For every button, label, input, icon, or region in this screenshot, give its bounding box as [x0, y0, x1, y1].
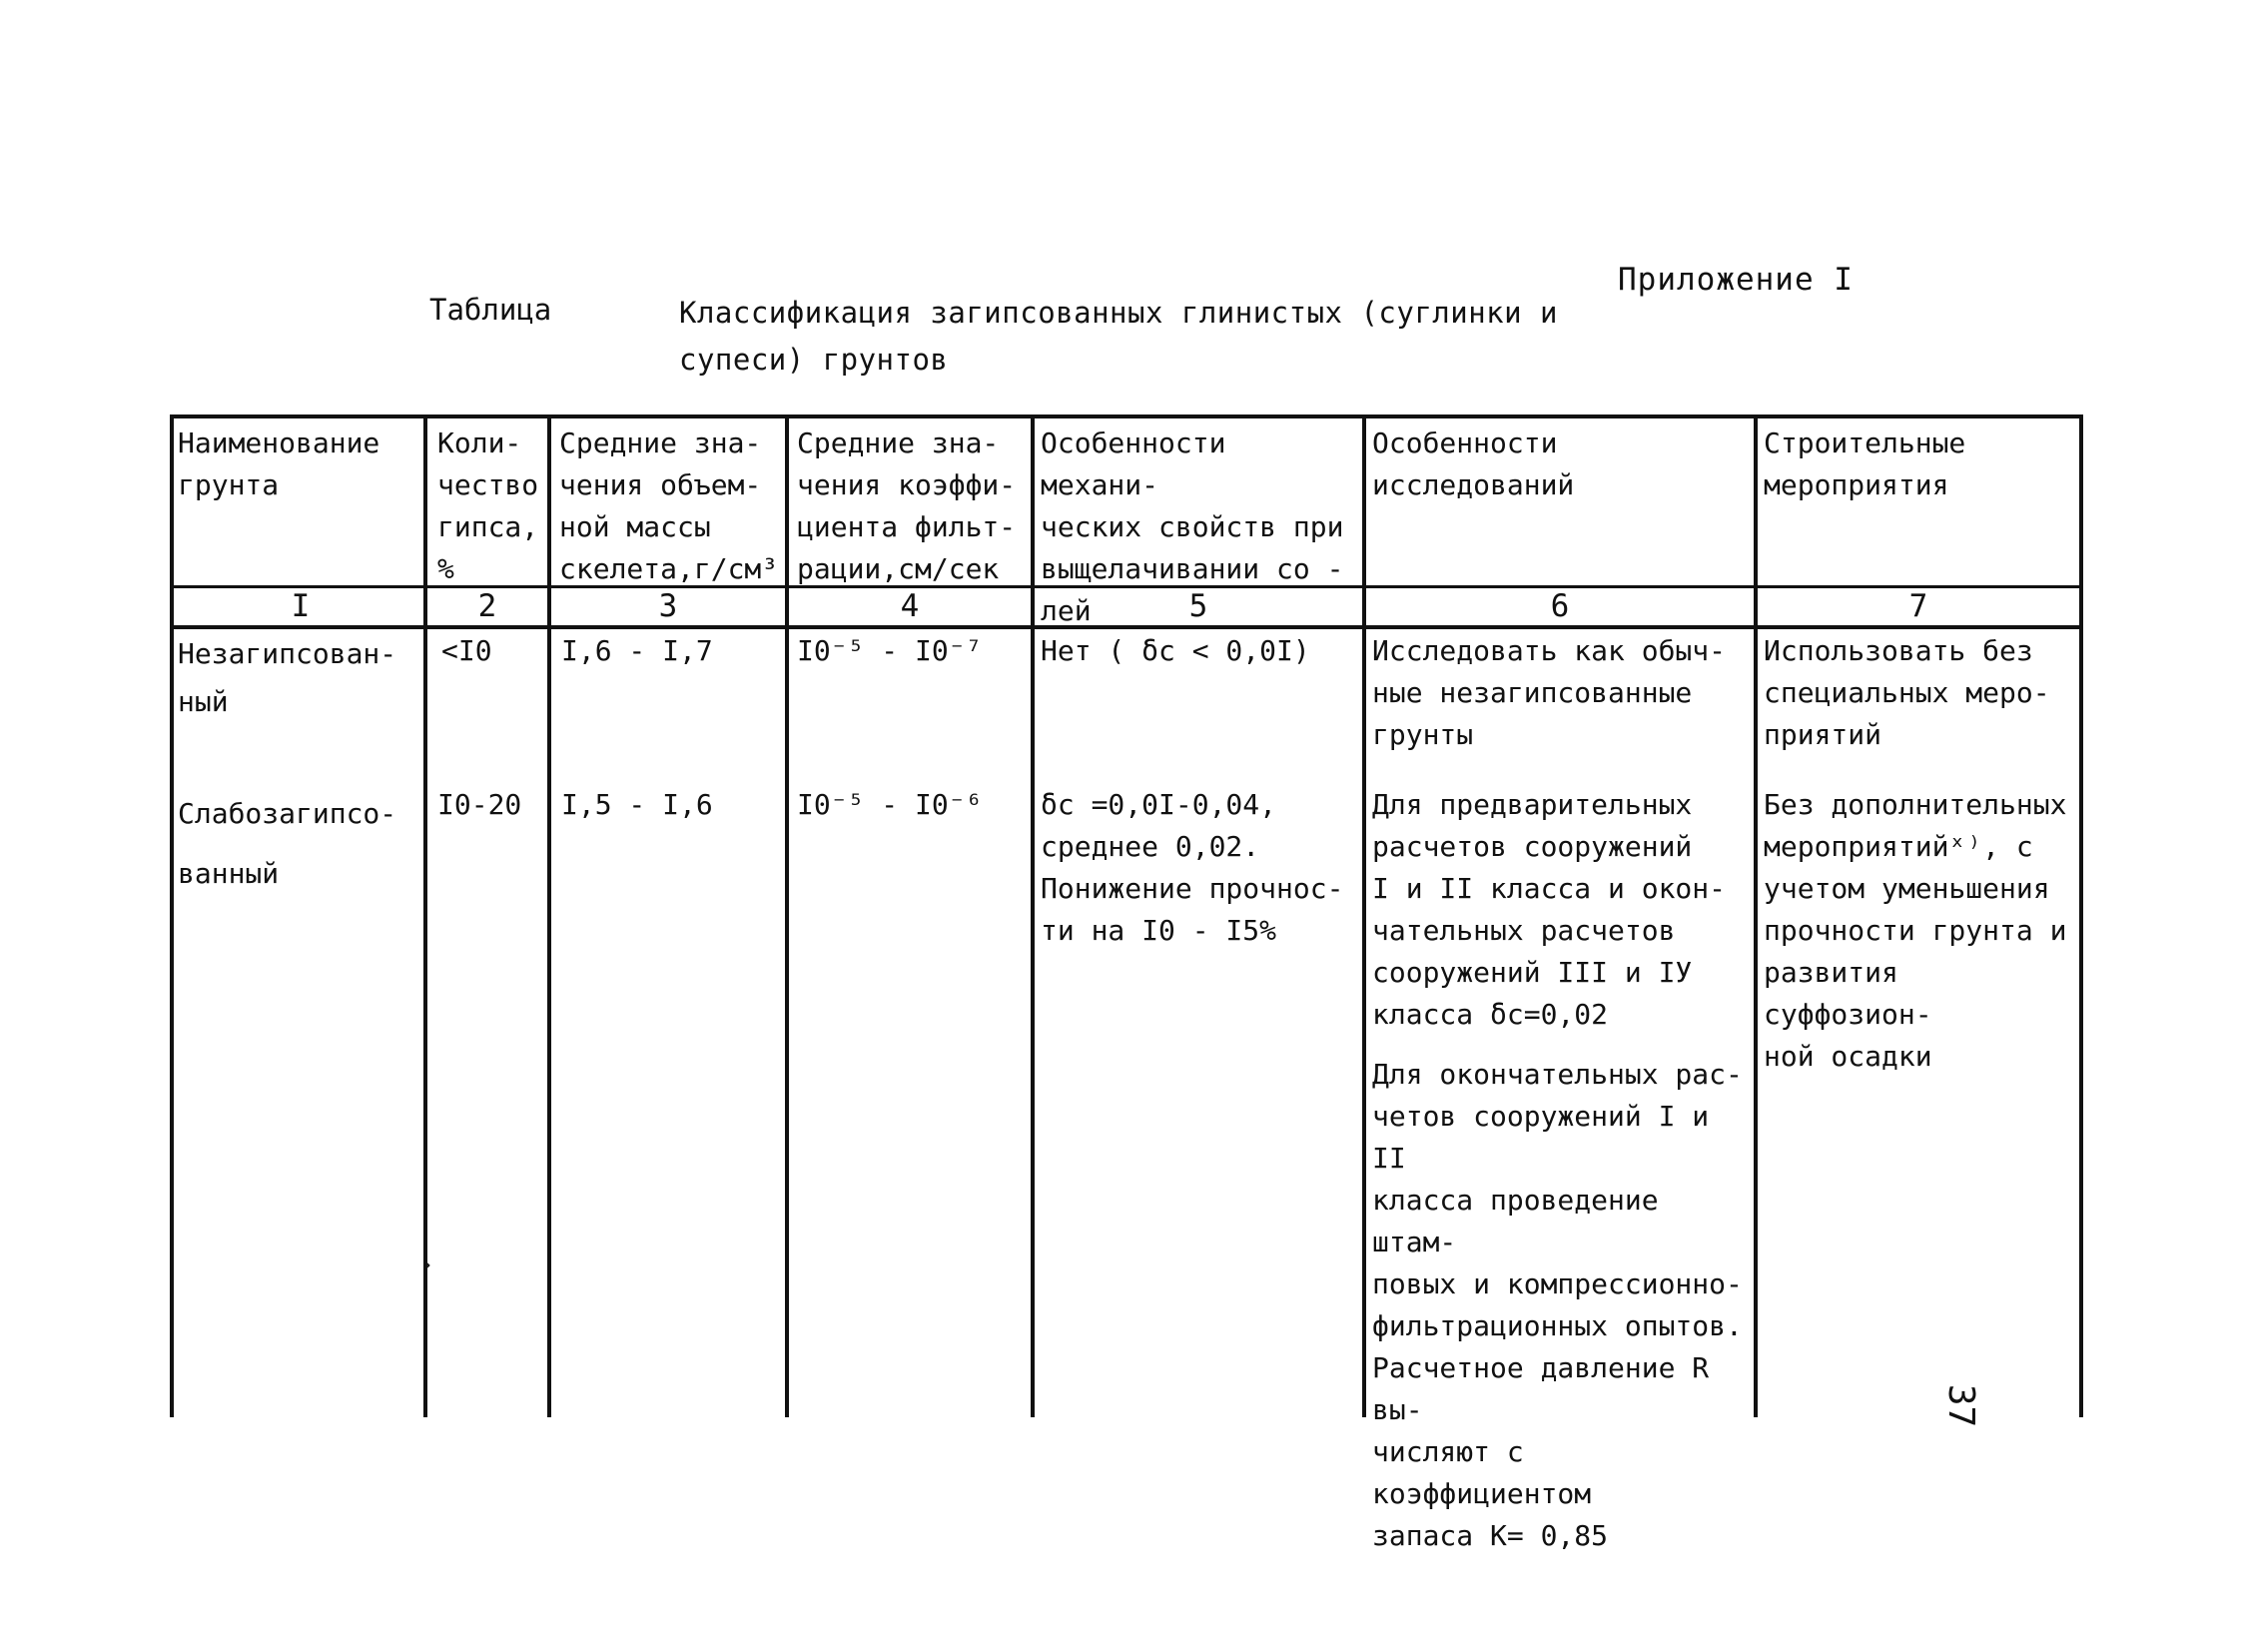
- column-number: 4: [900, 588, 920, 624]
- stray-mark: ›: [419, 1250, 434, 1278]
- appendix-label: Приложение I: [1618, 262, 1854, 298]
- row1-filtration: I0⁻⁵ - I0⁻⁷: [797, 634, 983, 667]
- column-divider: [1754, 418, 1758, 1417]
- column-number: 5: [1188, 588, 1208, 624]
- row1-measures: Использовать без специальных меро- приятий: [1764, 634, 2050, 751]
- row2-gypsum: I0-20: [437, 788, 522, 821]
- row2-soil-name: Слабозагипсо- ванный: [178, 797, 397, 890]
- row2-density: I,5 - I,6: [561, 788, 713, 821]
- column-number: I: [291, 588, 311, 624]
- row1-soil-name: Незагипсован- ный: [178, 637, 397, 718]
- column-divider: [785, 418, 789, 1417]
- column-number: 3: [658, 588, 678, 624]
- row2-measures: Без дополнительных мероприятийˣ⁾, с учетом уменьшения прочности грунта и развития суффозион- ной осадки: [1764, 788, 2067, 1073]
- table-label: Таблица: [429, 293, 552, 327]
- header-filtration: Средние зна- чения коэффи- циента фильт- рации,см/сек: [797, 426, 1017, 585]
- column-divider: [1362, 418, 1366, 1417]
- classification-table: [170, 414, 2083, 1552]
- row1-gypsum: <I0: [441, 634, 492, 667]
- row1-mechanical: Нет ( δc < 0,0I): [1041, 634, 1310, 667]
- table-right-border: [2079, 418, 2083, 1417]
- column-number: 7: [1908, 588, 1928, 624]
- header-soil-name: Наименование грунта: [178, 426, 380, 501]
- row2-research: Для предварительных расчетов сооружений I и II класса и окон- чательных расчетов сооружений III и IУ класса δc=0,02: [1372, 788, 1727, 1031]
- row2-mechanical: δc =0,0I-0,04, среднее 0,02. Понижение прочнос- ти на I0 - I5%: [1041, 788, 1344, 947]
- table-title: Классификация загипсованных глинистых (суглинки и супеси) грунтов: [679, 296, 1559, 377]
- row2-research-final: Для окончательных рас- четов сооружений I и II класса проведение штам- повых и компрессионно- фильтрационных опытов. Расчетное давление R вы- числяют с коэффициентом запаса K= 0,85: [1372, 1058, 1743, 1552]
- row1-research: Исследовать как обыч- ные незагипсованные грунты: [1372, 634, 1727, 751]
- column-number: 6: [1550, 588, 1570, 624]
- header-measures: Строительные мероприятия: [1764, 426, 1966, 501]
- header-gypsum-amount: Коли- чество гипса, %: [437, 426, 539, 585]
- row2-filtration: I0⁻⁵ - I0⁻⁶: [797, 788, 983, 821]
- page-number: 37: [1940, 1383, 1982, 1428]
- column-number: 2: [477, 588, 497, 624]
- header-mechanical: Особенности механи- ческих свойств при выщелачивании со - лей: [1041, 426, 1344, 627]
- row1-density: I,6 - I,7: [561, 634, 713, 667]
- column-divider: [547, 418, 551, 1417]
- column-divider: [1031, 418, 1035, 1417]
- header-density: Средние зна- чения объем- ной массы скелета,г/см³: [559, 426, 779, 585]
- header-research: Особенности исследований: [1372, 426, 1575, 501]
